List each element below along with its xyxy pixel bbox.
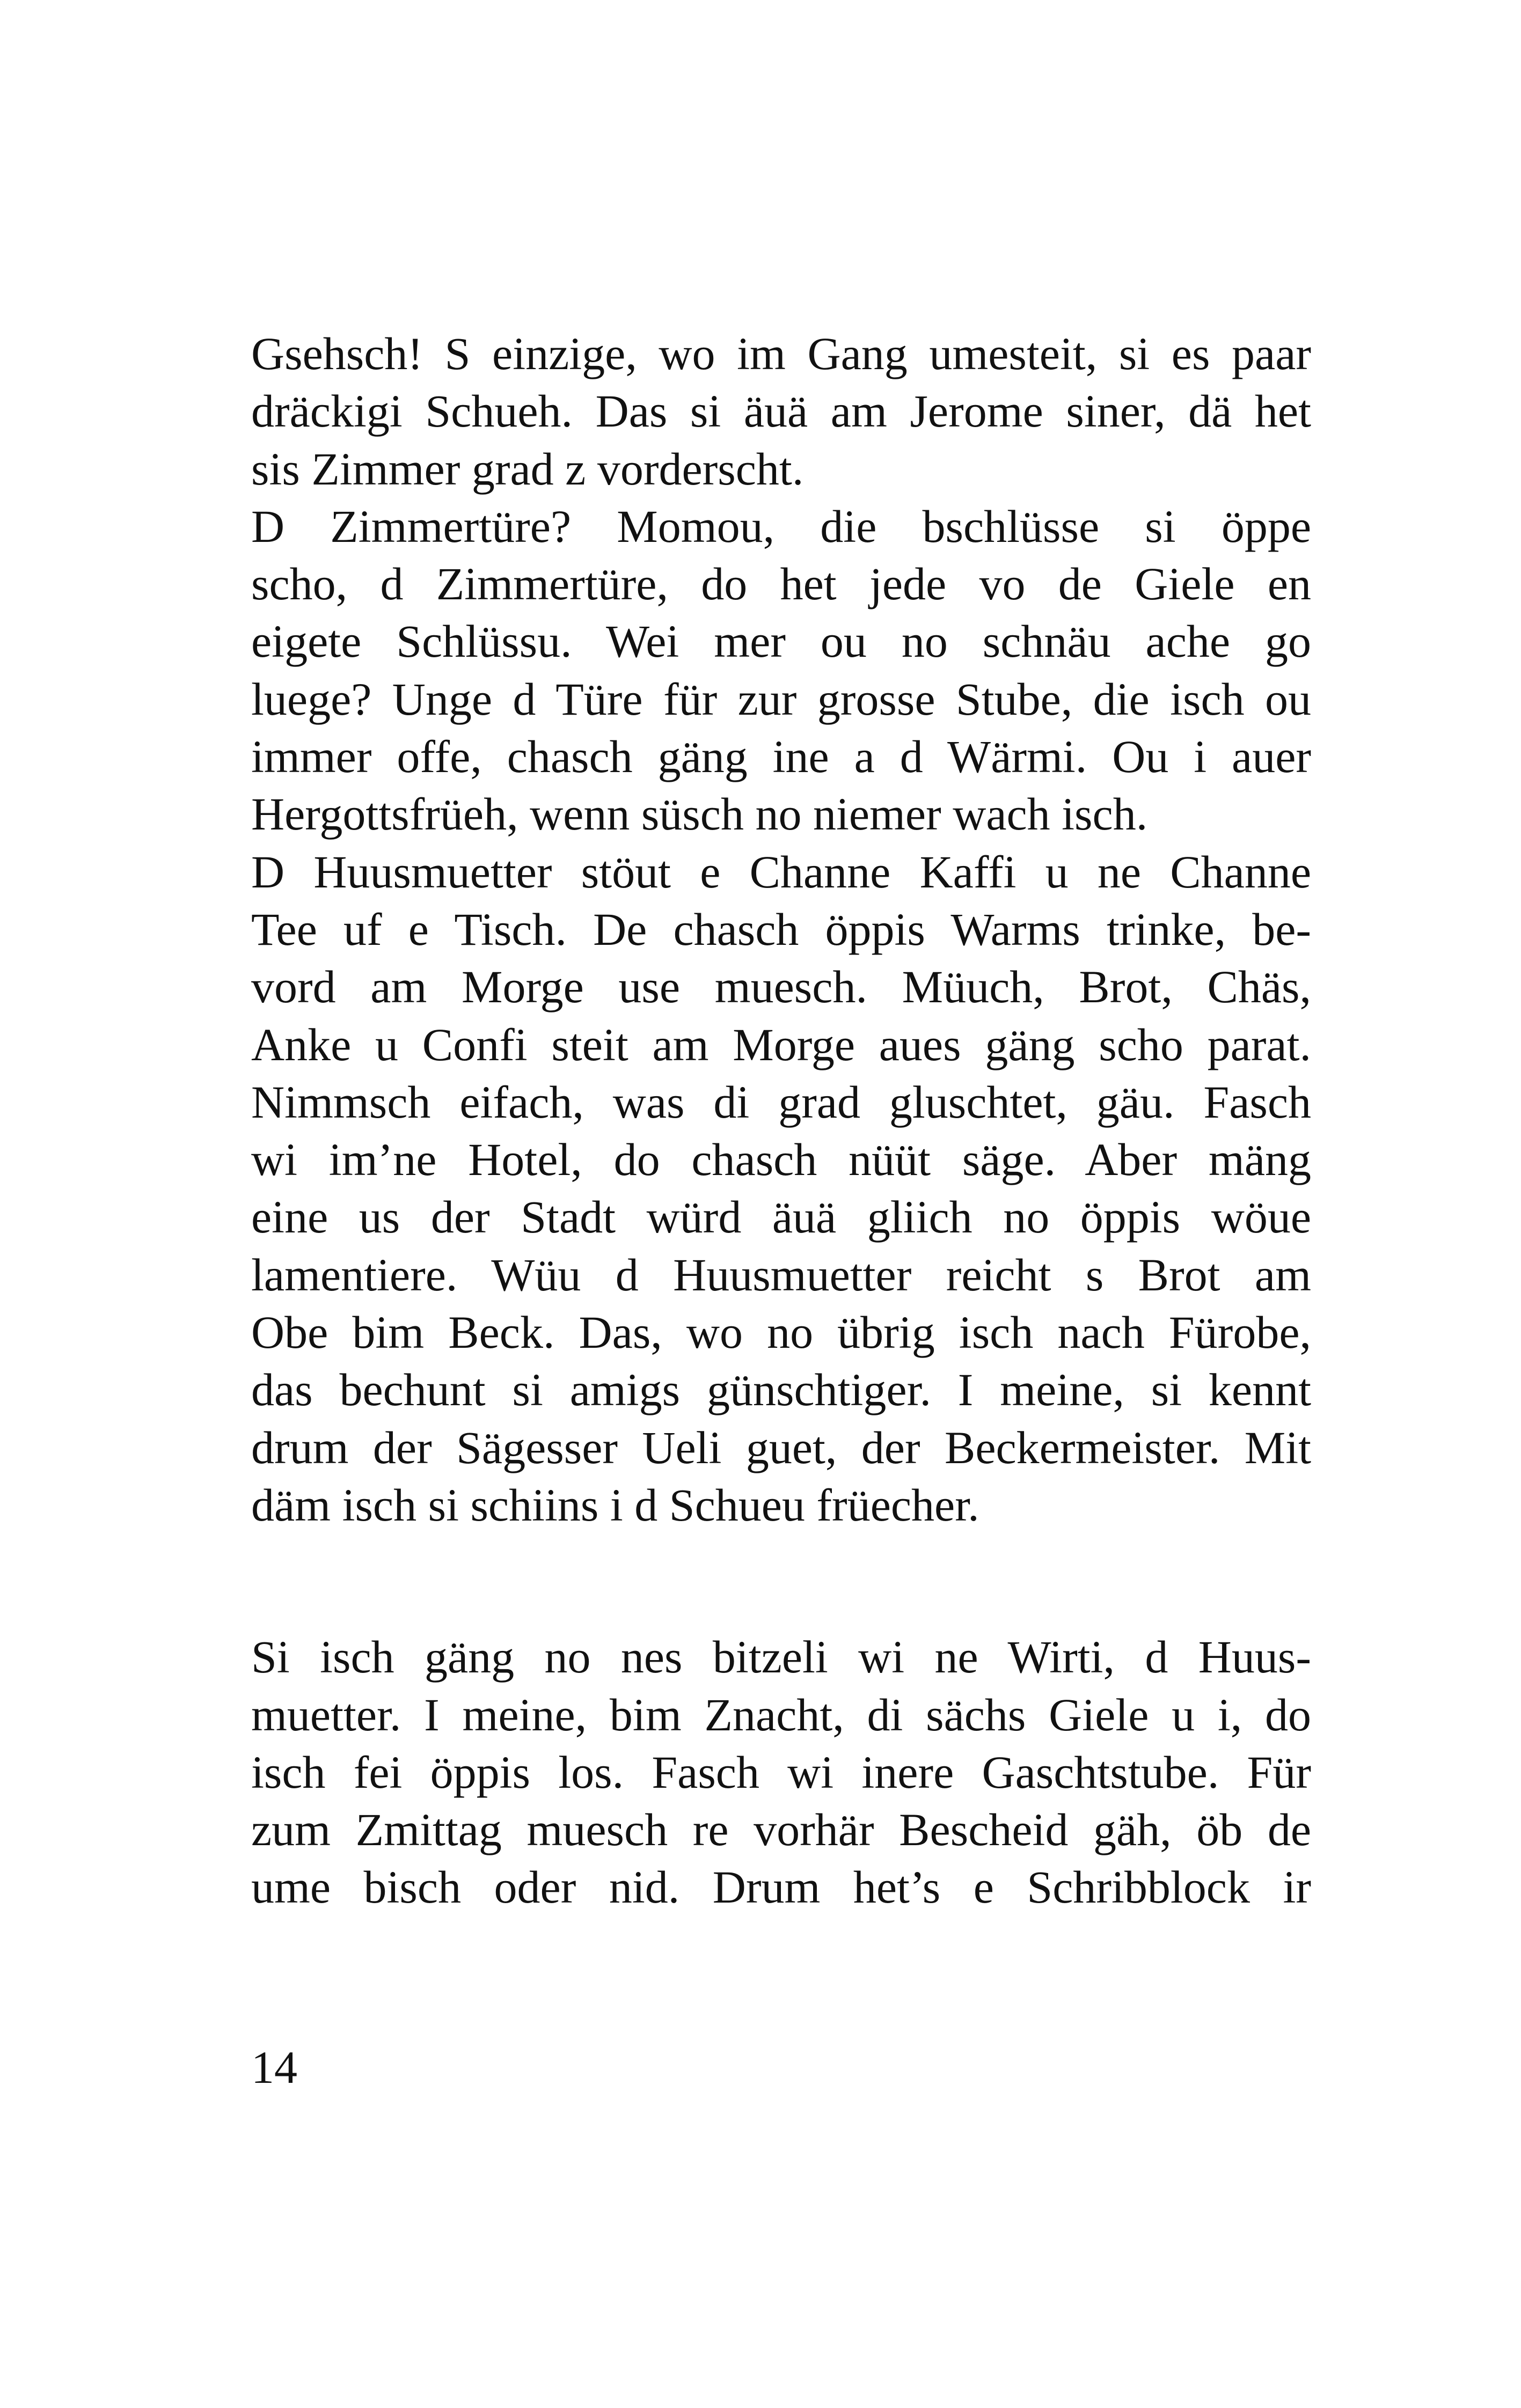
text-line: Anke u Confi steit am Morge aues gäng scho parat. [251,1018,1311,1070]
text-line: immer offe, chasch gäng ine a d Wärmi. Ou i auer [251,731,1311,783]
text-line: D Huusmuetter stöut e Channe Kaffi u ne Channe [251,846,1311,898]
text-line: ume bisch oder nid. Drum het’s e Schribblock ir [251,1861,1311,1913]
text-line: luege? Unge d Türe für zur grosse Stube, die isch ou [251,673,1311,725]
text-line: wi im’ne Hotel, do chasch nüüt säge. Aber mäng [251,1134,1311,1186]
body-text [251,325,1311,1917]
paragraph-gap [251,1534,1311,1628]
text-line: drum der Sägesser Ueli guet, der Beckermeister. Mit [251,1421,1311,1473]
text-line: zum Zmittag muesch re vorhär Bescheid gäh, öb de [251,1804,1311,1856]
text-line: Tee uf e Tisch. De chasch öppis Warms trinke, be- [251,903,1311,955]
text-line: Hergottsfrüeh, wenn süsch no niemer wach isch. [251,788,1148,840]
text-line: Gsehsch! S einzige, wo im Gang umesteit, si es paar [251,328,1311,379]
text-line: sis Zimmer grad z vorderscht. [251,443,804,495]
text-line: eigete Schlüssu. Wei mer ou no schnäu ache go [251,615,1311,667]
text-line: däm isch si schiins i d Schueu früecher. [251,1479,979,1531]
page-number: 14 [251,2042,297,2093]
text-line: D Zimmertüre? Momou, die bschlüsse si öppe [251,500,1311,552]
paragraph-2 [251,498,1311,843]
text-line: das bechunt si amigs günschtiger. I meine, si kennt [251,1364,1311,1416]
text-line: lamentiere. Wüu d Huusmuetter reicht s Brot am [251,1249,1311,1301]
text-line: vord am Morge use muesch. Müuch, Brot, Chäs, [251,961,1311,1013]
paragraph-4 [251,1628,1311,1916]
text-line: scho, d Zimmertüre, do het jede vo de Giele en [251,558,1311,610]
text-line: isch fei öppis los. Fasch wi inere Gaschtstube. Für [251,1746,1311,1798]
text-line: Si isch gäng no nes bitzeli wi ne Wirti, d Huus- [251,1631,1311,1683]
text-line: dräckigi Schueh. Das si äuä am Jerome siner, dä het [251,385,1311,437]
text-line: muetter. I meine, bim Znacht, di sächs Giele u i, do [251,1688,1311,1741]
text-line: Obe bim Beck. Das, wo no übrig isch nach Fürobe, [251,1306,1311,1359]
paragraph-1 [251,325,1311,498]
paragraph-3 [251,843,1311,1535]
text-line: eine us der Stadt würd äuä gliich no öppis wöue [251,1191,1311,1243]
text-line: Nimmsch eifach, was di grad gluschtet, gäu. Fasch [251,1076,1311,1128]
